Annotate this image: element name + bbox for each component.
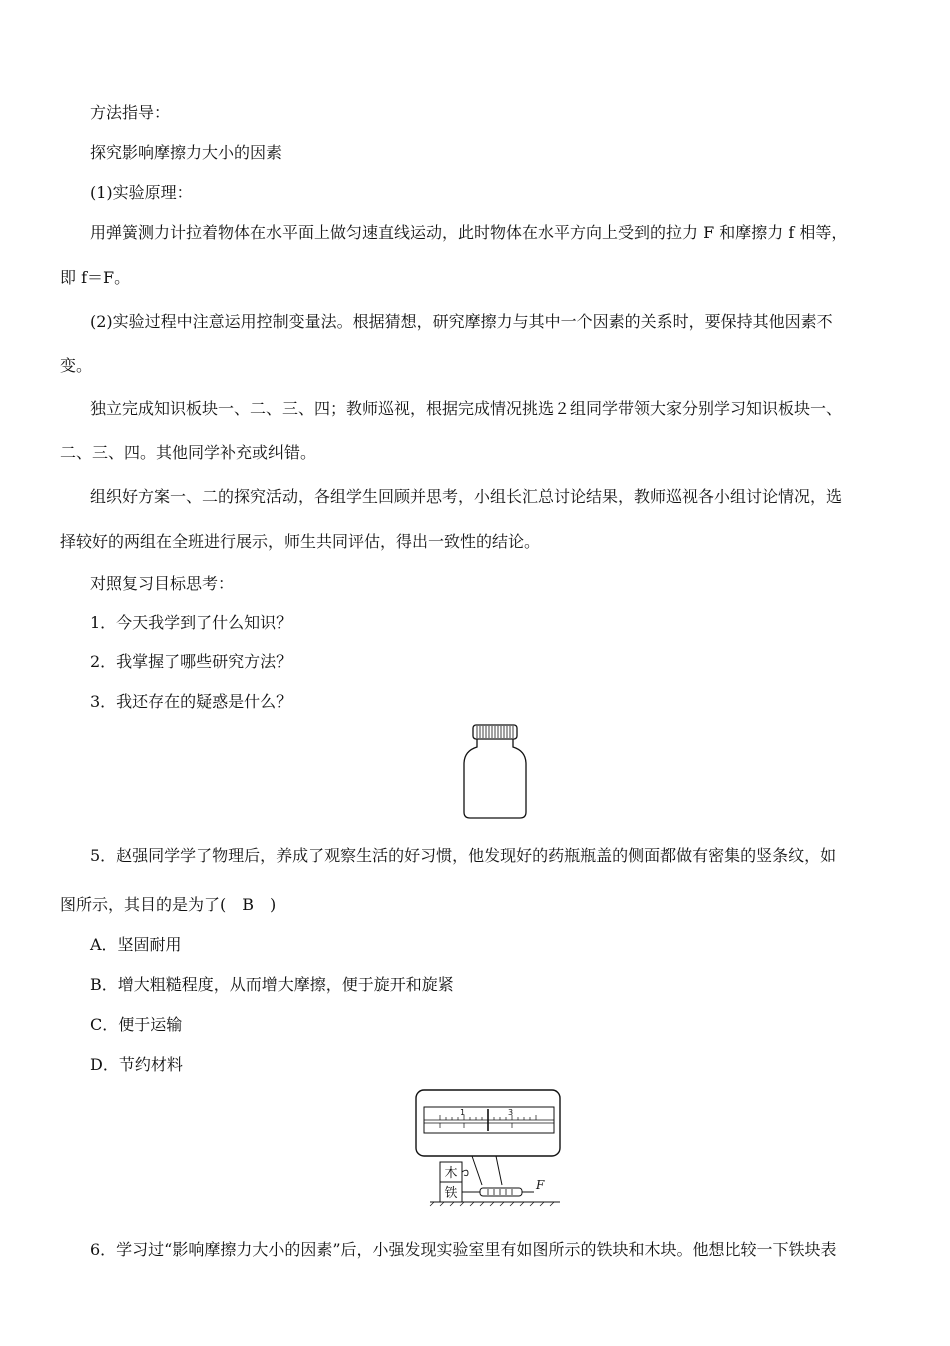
activity2-line2: 择较好的两组在全班进行展示，师生共同评估，得出一致性的结论。 [60,532,541,551]
scale-number-left: 1 [460,1108,466,1117]
item2-text-line1: (2)实验过程中注意运用控制变量法。根据猜想，研究摩擦力与其中一个因素的关系时，要保持其他因素不 [90,312,833,331]
activity2-line1: 组织好方案一、二的探究活动，各组学生回顾并思考，小组长汇总讨论结果，教师巡视各小组讨论情况，选 [90,487,843,506]
activity1-line2: 二、三、四。其他同学补充或纠错。 [60,443,317,462]
question-6-line1: 6．学习过“影响摩擦力大小的因素”后，小强发现实验室里有如图所示的铁块和木块。他想比较一下铁块表 [90,1240,837,1259]
force-label: F [536,1178,545,1192]
medicine-bottle-figure [455,720,535,824]
item2-text-line2: 变。 [60,356,93,375]
reflect-heading: 对照复习目标思考： [90,574,235,593]
item1-text-line2: 即 f＝F。 [60,268,131,287]
method-topic: 探究影响摩擦力大小的因素 [90,143,283,162]
question-5-option-d: D．节约材料 [90,1055,183,1074]
item1-text-line1: 用弹簧测力计拉着物体在水平面上做匀速直线运动，此时物体在水平方向上受到的拉力 F 和摩擦力 f 相等， [90,223,848,242]
block-label-iron: 铁 [444,1186,458,1201]
scale-number-right: 3 [508,1108,514,1117]
question-5-line1: 5．赵强同学学了物理后，养成了观察生活的好习惯，他发现好的药瓶瓶盖的侧面都做有密集的竖条纹，如 [90,846,837,865]
block-label-wood: 木 [444,1166,458,1181]
question-5-option-b: B．增大粗糙程度，从而增大摩擦，便于旋开和旋紧 [90,975,454,994]
activity1-line1: 独立完成知识板块一、二、三、四；教师巡视，根据完成情况挑选２组同学带领大家分别学习知识板块一、 [90,399,843,418]
spring-scale-figure [410,1085,570,1207]
reflect-question-1: 1．今天我学到了什么知识？ [90,613,293,632]
reflect-question-3: 3．我还存在的疑惑是什么？ [90,692,293,711]
question-5-option-a: A．坚固耐用 [90,935,182,954]
item1-title: (1)实验原理： [90,183,193,202]
method-heading: 方法指导： [90,103,171,122]
question-5-line2: 图所示，其目的是为了( B ) [60,895,277,914]
reflect-question-2: 2．我掌握了哪些研究方法？ [90,652,293,671]
question-5-option-c: C．便于运输 [90,1015,183,1034]
